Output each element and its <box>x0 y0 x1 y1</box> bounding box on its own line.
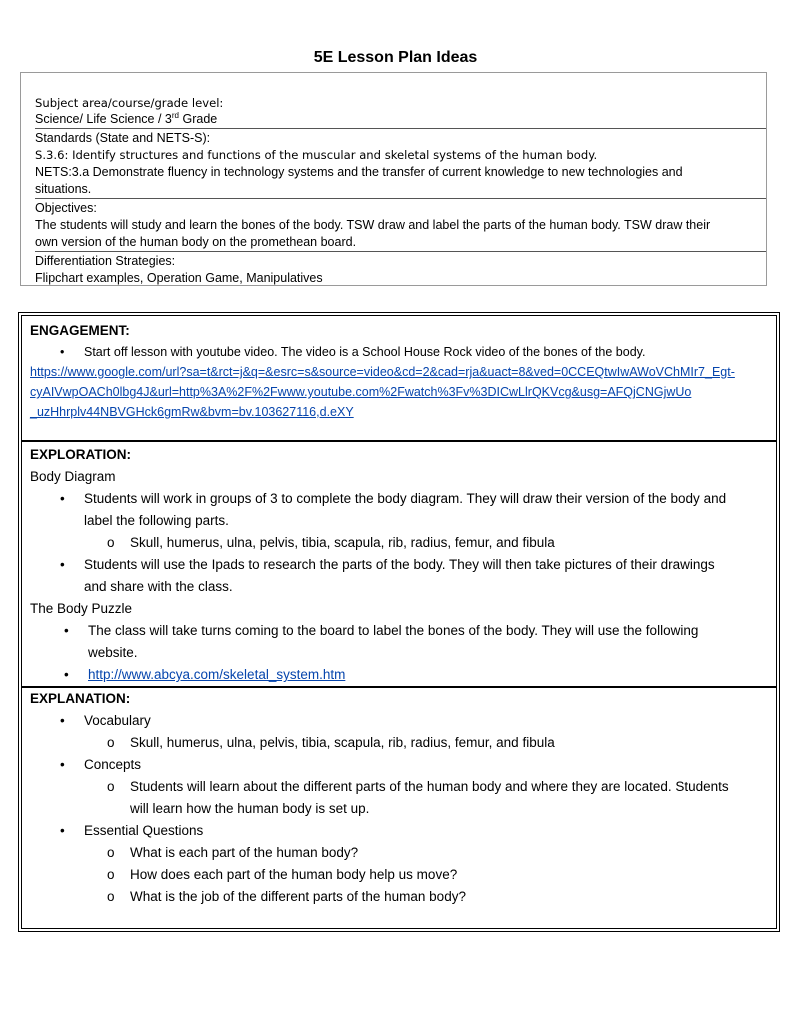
list-item: • Students will use the Ipads to research the parts of the body. They will then take pictures of their drawings <box>30 554 766 576</box>
circle-bullet-icon: o <box>107 845 115 860</box>
bullet-icon: • <box>60 557 65 572</box>
divider <box>35 128 766 129</box>
objectives-line1: The students will study and learn the bones of the body. TSW draw and label the parts of the human body. TSW draw their <box>35 218 711 232</box>
abcya-link[interactable]: http://www.abcya.com/skeletal_system.htm <box>88 667 346 682</box>
differentiation-value: Flipchart examples, Operation Game, Manipulatives <box>35 271 323 285</box>
list-item-continued: and share with the class. <box>84 579 233 594</box>
sub-list-item: o How does each part of the human body help us move? <box>30 864 766 886</box>
circle-bullet-icon: o <box>107 735 115 750</box>
list-item: • Students will work in groups of 3 to complete the body diagram. They will draw their version of the body and <box>30 488 766 510</box>
bullet-icon: • <box>64 623 69 638</box>
bullet-icon: • <box>60 713 65 728</box>
objectives-label: Objectives: <box>35 201 97 215</box>
standard-s36: S.3.6: Identify structures and functions of the muscular and skeletal systems of the human body. <box>35 148 598 162</box>
divider <box>35 198 766 199</box>
list-item: • The class will take turns coming to the board to label the bones of the body. They will use the following <box>30 620 766 642</box>
exploration-heading: EXPLORATION: <box>30 447 131 462</box>
list-item-continued: website. <box>88 645 138 660</box>
engagement-section <box>21 315 777 441</box>
body-puzzle-subheading: The Body Puzzle <box>30 601 133 616</box>
standards-label: Standards (State and NETS-S): <box>35 131 211 145</box>
sub-list-item: o What is the job of the different parts of the human body? <box>30 886 766 908</box>
sub-list-item: o Skull, humerus, ulna, pelvis, tibia, scapula, rib, radius, femur, and fibula <box>30 732 766 754</box>
body-diagram-subheading: Body Diagram <box>30 469 116 484</box>
list-item <box>30 664 766 686</box>
subject-label: Subject area/course/grade level: <box>35 96 224 110</box>
objectives-line2: own version of the human body on the promethean board. <box>35 235 357 249</box>
bullet-icon: • <box>60 757 65 772</box>
engagement-heading: ENGAGEMENT: <box>30 323 130 338</box>
explanation-section <box>21 687 777 929</box>
circle-bullet-icon: o <box>107 889 115 904</box>
lesson-info-box <box>20 72 767 286</box>
list-item: • Vocabulary <box>30 710 766 732</box>
explanation-heading: EXPLANATION: <box>30 691 131 706</box>
list-item: • Concepts <box>30 754 766 776</box>
page-title: 5E Lesson Plan Ideas <box>313 49 478 66</box>
list-item-continued: label the following parts. <box>84 513 229 528</box>
youtube-link-line1[interactable]: https://www.google.com/url?sa=t&rct=j&q=&esrc=s&source=video&cd=2&cad=rja&uact=8&ved=0CCEQtwIwAWoVChMIr7_Egt- <box>30 365 735 379</box>
list-item: • Start off lesson with youtube video. The video is a School House Rock video of the bones of the body. <box>30 342 766 362</box>
circle-bullet-icon: o <box>107 779 115 794</box>
youtube-link-line3[interactable]: _uzHhrplv44NBVGHck6gmRw&bvm=bv.103627116,d.eXY <box>30 405 354 419</box>
sub-list-item: o Skull, humerus, ulna, pelvis, tibia, scapula, rib, radius, femur, and fibula <box>30 532 766 554</box>
bullet-icon: • <box>60 823 65 838</box>
bullet-icon: • <box>60 491 65 506</box>
youtube-link-line2[interactable]: cyAIVwpOACh0lbg4J&url=http%3A%2F%2Fwww.youtube.com%2Fwatch%3Fv%3DICwLlrQKVcg&usg=AFQjCNGjwUo <box>30 385 692 399</box>
standard-nets-line1: NETS:3.a Demonstrate fluency in technology systems and the transfer of current knowledge to new technologies and <box>35 165 683 179</box>
phases-box <box>18 312 780 932</box>
subject-value: Science/ Life Science / 3rd Grade <box>35 110 218 126</box>
sub-list-item: o What is each part of the human body? <box>30 842 766 864</box>
circle-bullet-icon: o <box>107 867 115 882</box>
sub-list-item: o Students will learn about the different parts of the human body and where they are located. Students <box>30 776 766 798</box>
differentiation-label: Differentiation Strategies: <box>35 254 176 268</box>
divider <box>35 251 766 252</box>
list-item: • Essential Questions <box>30 820 766 842</box>
bullet-icon: • <box>60 345 65 359</box>
circle-bullet-icon: o <box>107 535 115 550</box>
standard-nets-line2: situations. <box>35 182 92 196</box>
exploration-section <box>21 441 777 687</box>
sub-list-item-continued: will learn how the human body is set up. <box>130 801 370 816</box>
bullet-icon: • <box>64 667 69 682</box>
